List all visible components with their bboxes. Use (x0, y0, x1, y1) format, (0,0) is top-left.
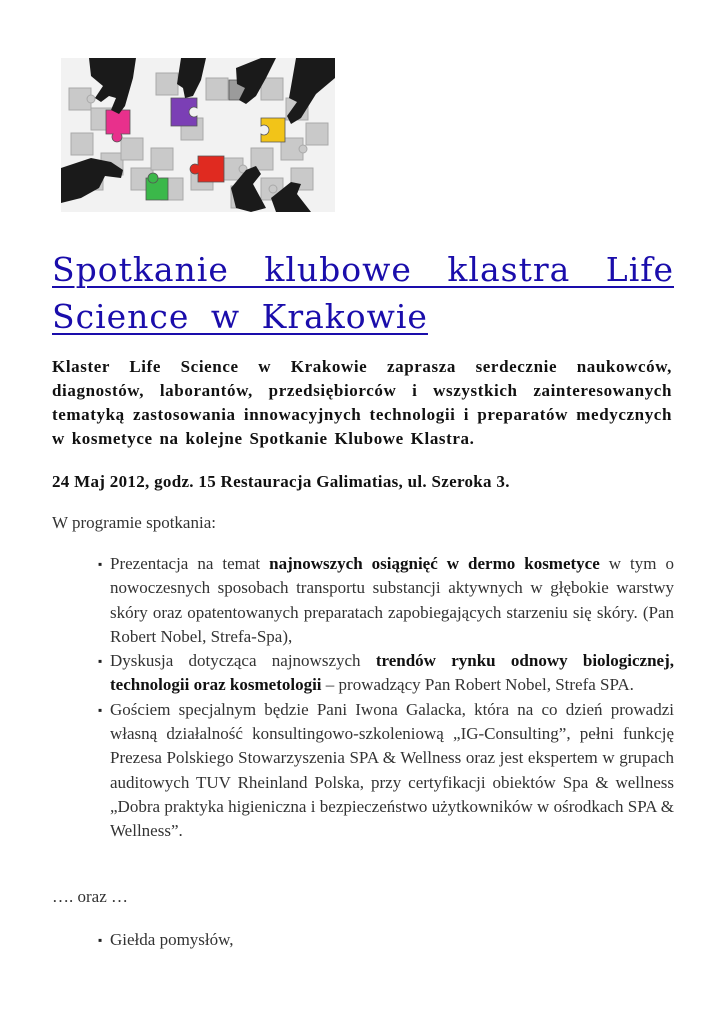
item-bold: najnowszych osiągnięć w dermo kosmetyce (269, 554, 600, 573)
oraz-separator: …. oraz … (52, 887, 129, 906)
item-text: Prezentacja na temat (110, 554, 270, 573)
article-title-link[interactable]: Spotkanie klubowe klastra Life Science w Krakowie (52, 250, 674, 336)
item-text: Gościem specjalnym będzie Pani Iwona Galacka, która na co dzień prowadzi własną działalność konsultingowo-szkoleniową „IG-Consulting”, pełni funkcję Prezesa Polskiego Stowarzyszenia SPA & Wellness oraz jest ekspertem w grupach auditowych TUV Rheinland Polska, przy certyfikacji obiektów Spa & wellness „Dobra praktyka higieniczna i bezpieczeństwo użytkowników w ośrodkach SPA & Wellness”. (110, 699, 674, 841)
bullet-icon: ▪ (98, 557, 103, 571)
item-text: w tym o nowoczesnych sposobach transportu substancji aktywnych w głębokie warstwy skóry oraz opatentowanych preparatach zapobiegających starzeniu się skóry. (Pan Robert Nobel, Strefa-Spa), (110, 554, 674, 646)
puzzle-hands-image (61, 58, 335, 212)
event-date-location: 24 Maj 2012, godz. 15 Restauracja Galimatias, ul. Szeroka 3. (52, 472, 510, 491)
list-item (92, 698, 674, 844)
bullet-icon: ▪ (98, 702, 103, 717)
bullet-icon: ▪ (98, 933, 103, 947)
item-bold: trendów rynku odnowy biologicznej, technologii oraz kosmetologii (110, 651, 674, 695)
intro-paragraph: Klaster Life Science w Krakowie zaprasza serdecznie naukowców, diagnostów, laborantów, przedsiębiorców i wszystkich zainteresowanych tematyką zastosowania innowacyjnych technologii i preparatów medycznych w kosmetyce na kolejne Spotkanie Klubowe Klastra. (52, 357, 672, 448)
program-label: W programie spotkania: (52, 513, 216, 532)
item-text: Giełda pomysłów, (110, 930, 234, 949)
item-text: – prowadzący Pan Robert Nobel, Strefa SPA. (321, 675, 634, 695)
list-item (92, 928, 674, 952)
bullet-icon: ▪ (98, 654, 103, 669)
more-list (92, 928, 674, 952)
article-title (52, 246, 674, 340)
list-item (92, 649, 674, 698)
list-item (92, 552, 674, 649)
item-text: Dyskusja dotycząca najnowszych (110, 651, 376, 671)
program-list (92, 552, 674, 844)
